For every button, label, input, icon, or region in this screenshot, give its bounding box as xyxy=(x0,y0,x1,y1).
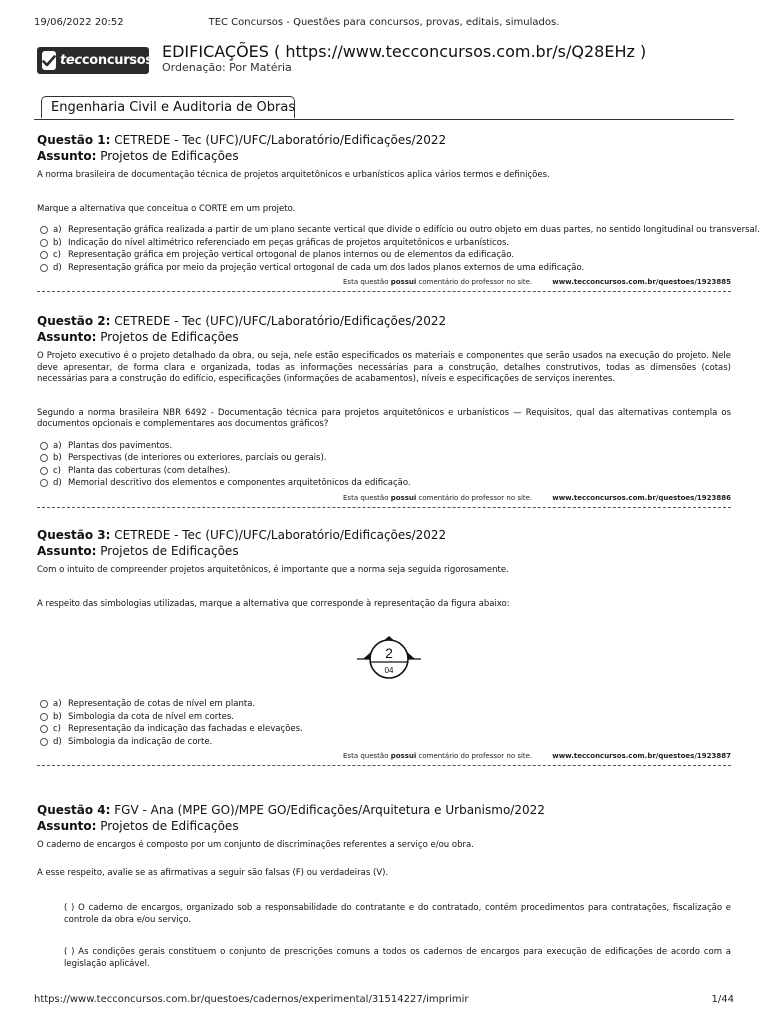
question-subject: Assunto: Projetos de Edificações xyxy=(37,819,239,833)
question-text: O caderno de encargos é composto por um conjunto de discriminações referentes a serviço e/ou obra. xyxy=(37,840,474,850)
radio-button[interactable] xyxy=(40,713,48,721)
option-b[interactable]: b) Perspectivas (de interiores ou exteriores, parciais ou gerais). xyxy=(40,452,731,465)
figure-drawing-number: 04 xyxy=(384,666,394,675)
radio-button[interactable] xyxy=(40,251,48,259)
radio-button[interactable] xyxy=(40,479,48,487)
print-date: 19/06/2022 20:52 xyxy=(34,17,124,28)
radio-button[interactable] xyxy=(40,442,48,450)
radio-button[interactable] xyxy=(40,725,48,733)
question-link[interactable]: www.tecconcursos.com.br/questoes/1923885 xyxy=(552,278,731,286)
options-list xyxy=(37,224,760,274)
option-b[interactable]: b) Simbologia da cota de nível em cortes. xyxy=(40,711,731,724)
print-url: https://www.tecconcursos.com.br/questoes/cadernos/experimental/31514227/imprimir xyxy=(34,994,469,1005)
question-footer xyxy=(37,494,731,505)
question-text: O Projeto executivo é o projeto detalhado da obra, ou seja, nele estão especificados os materiais e componentes que serão usados na execução do projeto. Nele deve apresentar, de forma clara e organizada, todas as informações necessárias para a construção, detalhes construtivos, todas as dimensões (cotas) necessárias para a construção do edifício, especificações (informações de acabamentos), níveis e especificações de serviços inerentes. xyxy=(37,351,731,384)
radio-button[interactable] xyxy=(40,226,48,234)
comment-note: Esta questão possui comentário do professor no site. xyxy=(343,752,533,760)
subject-tab: Engenharia Civil e Auditoria de Obras xyxy=(41,96,295,118)
radio-button[interactable] xyxy=(40,738,48,746)
question-prompt: A respeito das simbologias utilizadas, marque a alternativa que corresponde à representação da figura abaixo: xyxy=(37,598,510,609)
print-header xyxy=(34,17,734,31)
radio-button[interactable] xyxy=(40,239,48,247)
option-a[interactable]: a) Plantas dos pavimentos. xyxy=(40,440,731,453)
options-list xyxy=(37,440,731,490)
question-footer xyxy=(37,278,731,289)
question-header: Questão 3: CETREDE - Tec (UFC)/UFC/Laboratório/Edificações/2022 xyxy=(37,528,447,542)
option-a[interactable]: a) Representação gráfica realizada a partir de um plano secante vertical que divide o edifício ou outro objeto em duas partes, no sentido longitudinal ou transversal. xyxy=(40,224,731,237)
option-d[interactable]: d) Simbologia da indicação de corte. xyxy=(40,736,731,749)
options-list xyxy=(37,698,731,748)
section-symbol-figure xyxy=(37,632,731,686)
question-2 xyxy=(37,313,731,508)
question-footer xyxy=(37,752,731,763)
radio-button[interactable] xyxy=(40,264,48,272)
question-4 xyxy=(37,802,731,970)
question-subject: Assunto: Projetos de Edificações xyxy=(37,544,239,558)
question-text: A norma brasileira de documentação técnica de projetos arquitetônicos e urbanísticos aplica vários termos e definições. xyxy=(37,170,550,180)
page-number: 1/44 xyxy=(711,994,734,1005)
question-subject: Assunto: Projetos de Edificações xyxy=(37,149,239,163)
question-link[interactable]: www.tecconcursos.com.br/questoes/1923887 xyxy=(552,752,731,760)
sort-order: Ordenação: Por Matéria xyxy=(162,61,292,74)
question-prompt: Marque a alternativa que conceitua o CORTE em um projeto. xyxy=(37,203,296,214)
logo-wordmark: tecconcursos xyxy=(60,53,153,68)
print-footer xyxy=(34,994,734,1008)
question-prompt: A esse respeito, avalie se as afirmativas a seguir são falsas (F) ou verdadeiras (V). xyxy=(37,867,389,878)
statement-1: ( ) O caderno de encargos, organizado sob a responsabilidade do contratante e do contratado, contém procedimentos para contratações, fiscalização e controle da obra e/ou serviço. xyxy=(64,903,731,925)
question-header: Questão 4: FGV - Ana (MPE GO)/MPE GO/Edificações/Arquitetura e Urbanismo/2022 xyxy=(37,803,545,817)
notebook-title: EDIFICAÇÕES ( https://www.tecconcursos.com.br/s/Q28EHz ) xyxy=(162,42,647,61)
statement-2: ( ) As condições gerais constituem o conjunto de prescrições comuns a todos os cadernos de encargos para execução de edificações de acordo com a legislação aplicável. xyxy=(64,947,731,969)
option-c[interactable]: c) Representação gráfica em projeção vertical ortogonal de planos internos ou de elementos da edificação. xyxy=(40,249,731,262)
tecconcursos-logo xyxy=(37,47,153,74)
question-subject: Assunto: Projetos de Edificações xyxy=(37,330,239,344)
option-d[interactable]: d) Memorial descritivo dos elementos e componentes arquitetônicos da edificação. xyxy=(40,477,731,490)
option-a[interactable]: a) Representação de cotas de nível em planta. xyxy=(40,698,731,711)
comment-note: Esta questão possui comentário do professor no site. xyxy=(343,278,533,286)
section-mark-drawing xyxy=(357,632,421,686)
question-separator xyxy=(37,765,731,766)
radio-button[interactable] xyxy=(40,467,48,475)
figure-sheet-number: 2 xyxy=(385,645,393,661)
option-c[interactable]: c) Planta das coberturas (com detalhes). xyxy=(40,465,731,478)
question-1 xyxy=(37,132,760,292)
comment-note: Esta questão possui comentário do professor no site. xyxy=(343,493,533,502)
option-d[interactable]: d) Representação gráfica por meio da projeção vertical ortogonal de cada um dos lados planos externos de uma edificação. xyxy=(40,262,731,275)
question-header: Questão 1: CETREDE - Tec (UFC)/UFC/Laboratório/Edificações/2022 xyxy=(37,133,447,147)
question-separator xyxy=(37,291,731,292)
question-3 xyxy=(37,527,731,766)
option-b[interactable]: b) Indicação do nível altimétrico referenciado em peças gráficas de projetos arquitetônicos e urbanísticos. xyxy=(40,237,731,250)
question-link[interactable]: www.tecconcursos.com.br/questoes/1923886 xyxy=(552,493,731,502)
question-prompt: Segundo a norma brasileira NBR 6492 - Documentação técnica para projetos arquitetônicos e urbanísticos — Requisitos, qual das alternativas contempla os documentos opcionais e complementares aos documentos gráficos? xyxy=(37,407,731,429)
option-c[interactable]: c) Representação da indicação das fachadas e elevações. xyxy=(40,723,731,736)
checkmark-icon xyxy=(42,51,56,70)
subject-divider xyxy=(34,119,734,120)
print-page-title: TEC Concursos - Questões para concursos, provas, editais, simulados. xyxy=(208,17,560,28)
radio-button[interactable] xyxy=(40,454,48,462)
question-header: Questão 2: CETREDE - Tec (UFC)/UFC/Laboratório/Edificações/2022 xyxy=(37,314,447,328)
radio-button[interactable] xyxy=(40,700,48,708)
question-separator xyxy=(37,507,731,508)
question-text: Com o intuito de compreender projetos arquitetônicos, é importante que a norma seja seguida rigorosamente. xyxy=(37,565,509,575)
